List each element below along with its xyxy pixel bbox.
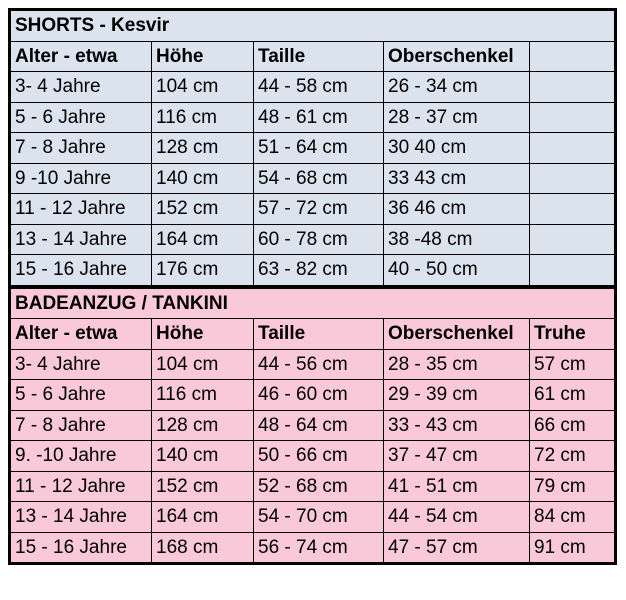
cell-waist: 54 - 68 cm [254,163,384,194]
badeanzug-section [10,287,616,564]
table-row [10,532,616,564]
table-row [10,255,616,287]
cell-age: 7 - 8 Jahre [10,133,152,164]
cell-height: 104 cm [152,349,254,380]
cell-extra [530,133,616,164]
cell-chest: 66 cm [530,410,616,441]
cell-height: 164 cm [152,502,254,533]
header-thigh: Oberschenkel [384,41,530,72]
size-chart [8,8,614,565]
shorts-title: SHORTS - Kesvir [10,10,616,42]
cell-thigh: 36 46 cm [384,194,530,225]
table-row [10,502,616,533]
header-height: Höhe [152,319,254,350]
cell-thigh: 38 -48 cm [384,224,530,255]
table-row [10,471,616,502]
cell-height: 128 cm [152,133,254,164]
cell-height: 128 cm [152,410,254,441]
table-row [10,224,616,255]
header-waist: Taille [254,319,384,350]
cell-waist: 46 - 60 cm [254,380,384,411]
cell-thigh: 47 - 57 cm [384,532,530,564]
cell-height: 140 cm [152,163,254,194]
badeanzug-title-row [10,287,616,319]
table-row [10,380,616,411]
cell-age: 13 - 14 Jahre [10,224,152,255]
cell-waist: 44 - 58 cm [254,72,384,103]
shorts-section [10,10,616,287]
cell-height: 164 cm [152,224,254,255]
cell-waist: 51 - 64 cm [254,133,384,164]
cell-age: 5 - 6 Jahre [10,102,152,133]
cell-extra [530,255,616,287]
cell-extra [530,102,616,133]
cell-thigh: 26 - 34 cm [384,72,530,103]
cell-waist: 48 - 61 cm [254,102,384,133]
header-waist: Taille [254,41,384,72]
cell-waist: 48 - 64 cm [254,410,384,441]
cell-height: 116 cm [152,102,254,133]
cell-extra [530,72,616,103]
cell-waist: 50 - 66 cm [254,441,384,472]
cell-age: 15 - 16 Jahre [10,532,152,564]
cell-height: 104 cm [152,72,254,103]
cell-thigh: 29 - 39 cm [384,380,530,411]
table-row [10,72,616,103]
size-chart-table [8,8,617,565]
header-extra [530,41,616,72]
cell-age: 7 - 8 Jahre [10,410,152,441]
cell-age: 11 - 12 Jahre [10,471,152,502]
cell-age: 5 - 6 Jahre [10,380,152,411]
cell-waist: 52 - 68 cm [254,471,384,502]
table-row [10,133,616,164]
cell-waist: 60 - 78 cm [254,224,384,255]
cell-thigh: 37 - 47 cm [384,441,530,472]
cell-waist: 56 - 74 cm [254,532,384,564]
cell-waist: 57 - 72 cm [254,194,384,225]
cell-height: 176 cm [152,255,254,287]
cell-age: 3- 4 Jahre [10,349,152,380]
cell-chest: 91 cm [530,532,616,564]
cell-thigh: 33 43 cm [384,163,530,194]
header-thigh: Oberschenkel [384,319,530,350]
cell-extra [530,163,616,194]
cell-height: 140 cm [152,441,254,472]
cell-chest: 79 cm [530,471,616,502]
shorts-header-row [10,41,616,72]
cell-age: 9. -10 Jahre [10,441,152,472]
cell-extra [530,194,616,225]
table-row [10,441,616,472]
header-age: Alter - etwa [10,319,152,350]
table-row [10,102,616,133]
header-chest: Truhe [530,319,616,350]
cell-chest: 61 cm [530,380,616,411]
cell-waist: 63 - 82 cm [254,255,384,287]
cell-height: 152 cm [152,471,254,502]
cell-age: 13 - 14 Jahre [10,502,152,533]
header-age: Alter - etwa [10,41,152,72]
cell-thigh: 40 - 50 cm [384,255,530,287]
cell-thigh: 33 - 43 cm [384,410,530,441]
shorts-title-row [10,10,616,42]
cell-thigh: 28 - 35 cm [384,349,530,380]
cell-chest: 57 cm [530,349,616,380]
cell-height: 152 cm [152,194,254,225]
badeanzug-header-row [10,319,616,350]
cell-thigh: 44 - 54 cm [384,502,530,533]
cell-thigh: 41 - 51 cm [384,471,530,502]
cell-age: 15 - 16 Jahre [10,255,152,287]
cell-chest: 84 cm [530,502,616,533]
cell-height: 116 cm [152,380,254,411]
cell-waist: 54 - 70 cm [254,502,384,533]
table-row [10,349,616,380]
cell-age: 9 -10 Jahre [10,163,152,194]
cell-thigh: 28 - 37 cm [384,102,530,133]
table-row [10,163,616,194]
cell-chest: 72 cm [530,441,616,472]
cell-age: 3- 4 Jahre [10,72,152,103]
cell-waist: 44 - 56 cm [254,349,384,380]
cell-height: 168 cm [152,532,254,564]
table-row [10,410,616,441]
header-height: Höhe [152,41,254,72]
cell-thigh: 30 40 cm [384,133,530,164]
badeanzug-title: BADEANZUG / TANKINI [10,287,616,319]
cell-extra [530,224,616,255]
table-row [10,194,616,225]
cell-age: 11 - 12 Jahre [10,194,152,225]
